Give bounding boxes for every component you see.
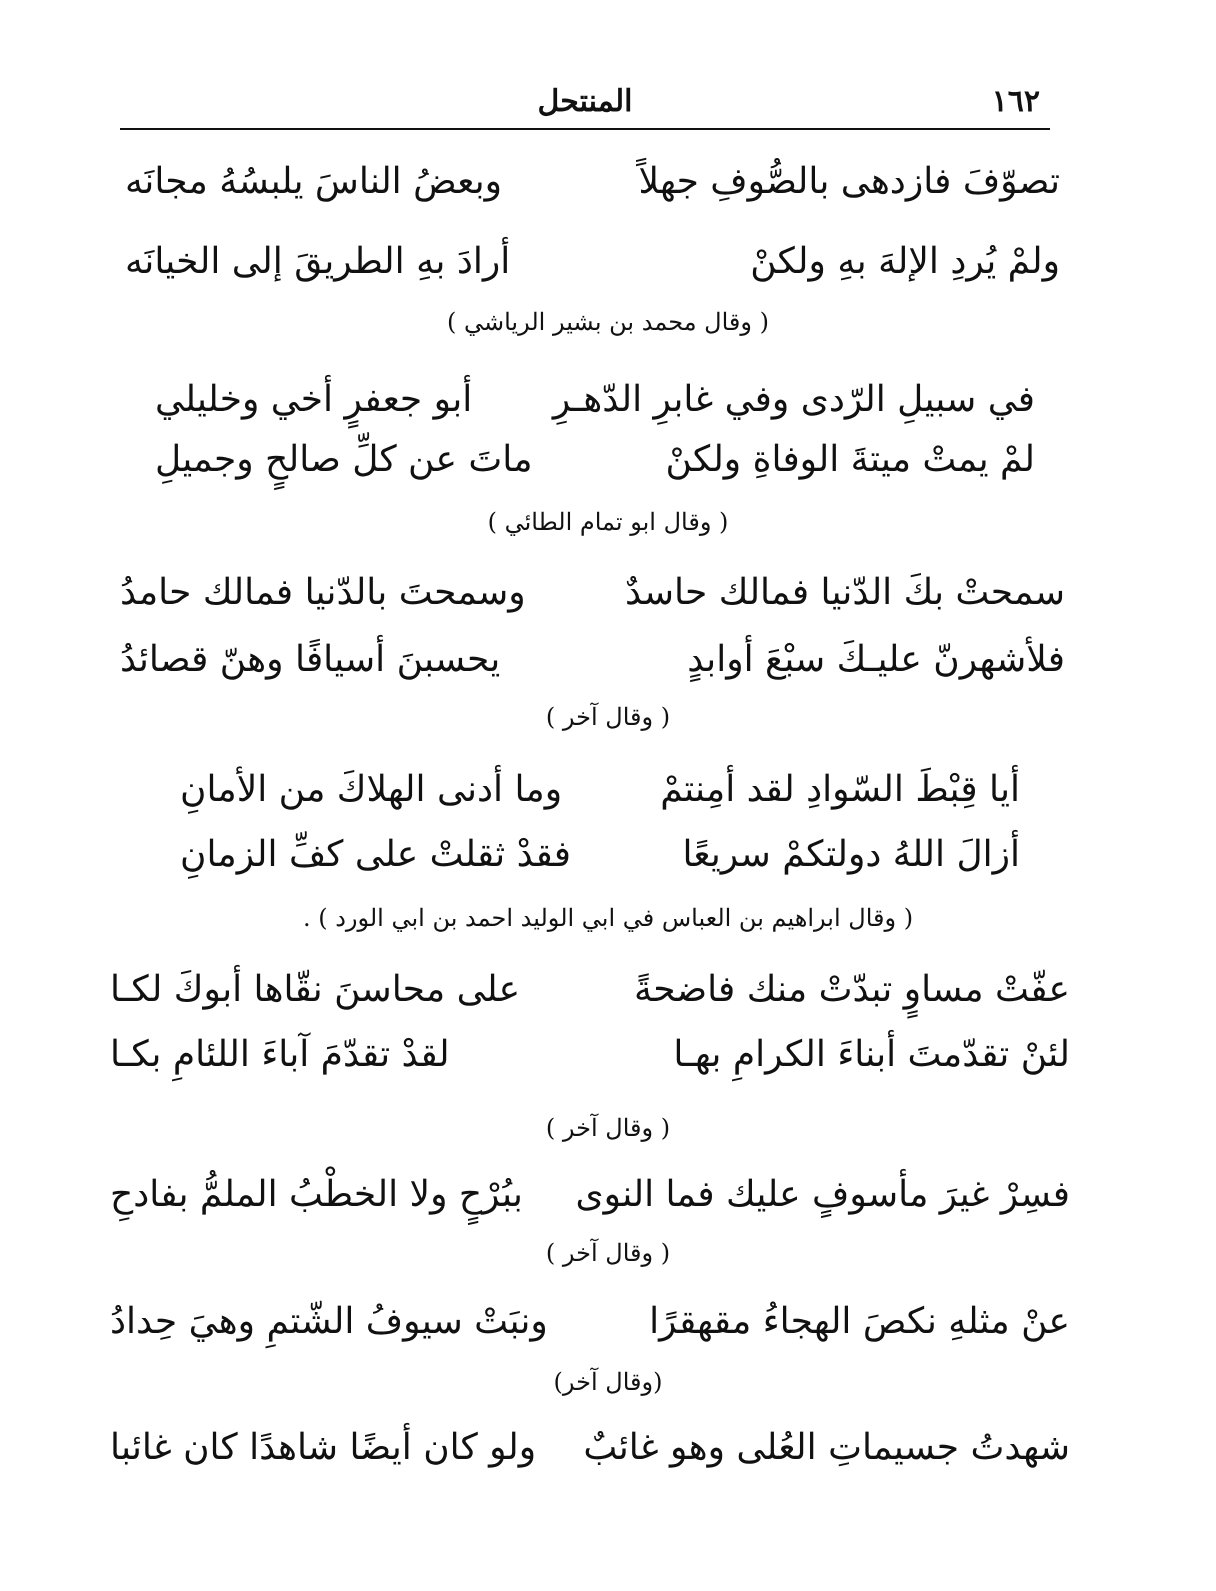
verse-first-hemistich: عنْ مثلهِ نكصَ الهجاءُ مقهقرًا xyxy=(649,1301,1070,1342)
verse-second-hemistich: ببُرْحٍ ولا الخطْبُ الملمُّ بفادحِ xyxy=(110,1174,523,1215)
verse-first-hemistich: ولمْ يُردِ الإلهَ بهِ ولكنْ xyxy=(750,241,1060,282)
verse-first-hemistich: لئنْ تقدّمتَ أبناءَ الكرامِ بهـا xyxy=(673,1034,1070,1075)
verse-first-hemistich: شهدتُ جسيماتِ العُلى وهو غائبٌ xyxy=(583,1427,1070,1468)
verse-line xyxy=(125,232,1060,292)
verse-second-hemistich: وما أدنى الهلاكَ من الأمانِ xyxy=(180,769,563,810)
attribution-caption: ( وقال آخر ) xyxy=(545,703,671,731)
attribution-caption: ( وقال آخر ) xyxy=(545,1114,671,1142)
verse-second-hemistich: أرادَ بهِ الطريقَ إلى الخيانَه xyxy=(125,241,511,282)
page-title: المنتحل xyxy=(537,84,633,119)
verse-line xyxy=(110,1292,1070,1352)
verse-line xyxy=(155,370,1035,430)
page-header xyxy=(120,78,1050,130)
verse-first-hemistich: أزالَ اللهُ دولتكمْ سريعًا xyxy=(682,834,1020,875)
attribution-caption: ( وقال محمد بن بشير الرياشي ) xyxy=(447,308,769,336)
verse-second-hemistich: وسمحتَ بالدّنيا فمالك حامدُ xyxy=(120,572,526,613)
verse-second-hemistich: على محاسنَ نقّاها أبوكَ لكـا xyxy=(110,969,521,1010)
attribution-caption: ( وقال ابو تمام الطائي ) xyxy=(487,508,729,536)
verse-line xyxy=(120,563,1065,623)
verse-line xyxy=(110,1025,1070,1085)
verse-first-hemistich: فسِرْ غيرَ مأسوفٍ عليك فما النوى xyxy=(575,1174,1070,1215)
attribution-caption: ( وقال ابراهيم بن العباس في ابي الوليد احمد بن ابي الورد ) . xyxy=(302,904,914,932)
verse-line xyxy=(180,825,1020,885)
verse-second-hemistich: ولو كان أيضًا شاهدًا كان غائبا xyxy=(110,1427,537,1468)
attribution-caption: ( وقال آخر ) xyxy=(545,1239,671,1267)
verse-second-hemistich: أبو جعفرٍ أخي وخليلي xyxy=(155,379,473,420)
verse-line xyxy=(125,152,1060,212)
verse-line xyxy=(110,1418,1070,1478)
page-number: ١٦٢ xyxy=(991,84,1040,119)
verse-second-hemistich: لقدْ تقدّمَ آباءَ اللئامِ بكـا xyxy=(110,1034,450,1075)
verse-line xyxy=(110,960,1070,1020)
verse-line xyxy=(110,1165,1070,1225)
verse-second-hemistich: وبعضُ الناسَ يلبسُهُ مجانَه xyxy=(125,161,502,202)
attribution-caption: (وقال آخر) xyxy=(553,1368,663,1396)
verse-second-hemistich: ونبَتْ سيوفُ الشّتمِ وهيَ حِدادُ xyxy=(110,1301,548,1342)
verse-second-hemistich: يحسبنَ أسيافًا وهنّ قصائدُ xyxy=(120,639,501,680)
verse-line xyxy=(120,630,1065,690)
verse-first-hemistich: أيا قِبْطَ السّوادِ لقد أمِنتمْ xyxy=(660,769,1020,810)
verse-first-hemistich: سمحتْ بكَ الدّنيا فمالك حاسدٌ xyxy=(625,572,1065,613)
verse-first-hemistich: لمْ يمتْ ميتةَ الوفاةِ ولكنْ xyxy=(665,439,1035,480)
verse-line xyxy=(155,430,1035,490)
verse-first-hemistich: فلأشهرنّ عليـكَ سبْعَ أوابدٍ xyxy=(687,639,1065,680)
verse-second-hemistich: فقدْ ثقلتْ على كفِّ الزمانِ xyxy=(180,834,571,875)
verse-line xyxy=(180,760,1020,820)
verse-first-hemistich: في سبيلِ الرّدى وفي غابرِ الدّهـرِ xyxy=(552,379,1035,420)
verse-second-hemistich: ماتَ عن كلِّ صالحٍ وجميلِ xyxy=(155,439,533,480)
verse-first-hemistich: تصوّفَ فازدهى بالصُّوفِ جهلاً xyxy=(638,161,1060,202)
verse-first-hemistich: عفّتْ مساوٍ تبدّتْ منك فاضحةً xyxy=(633,969,1070,1010)
